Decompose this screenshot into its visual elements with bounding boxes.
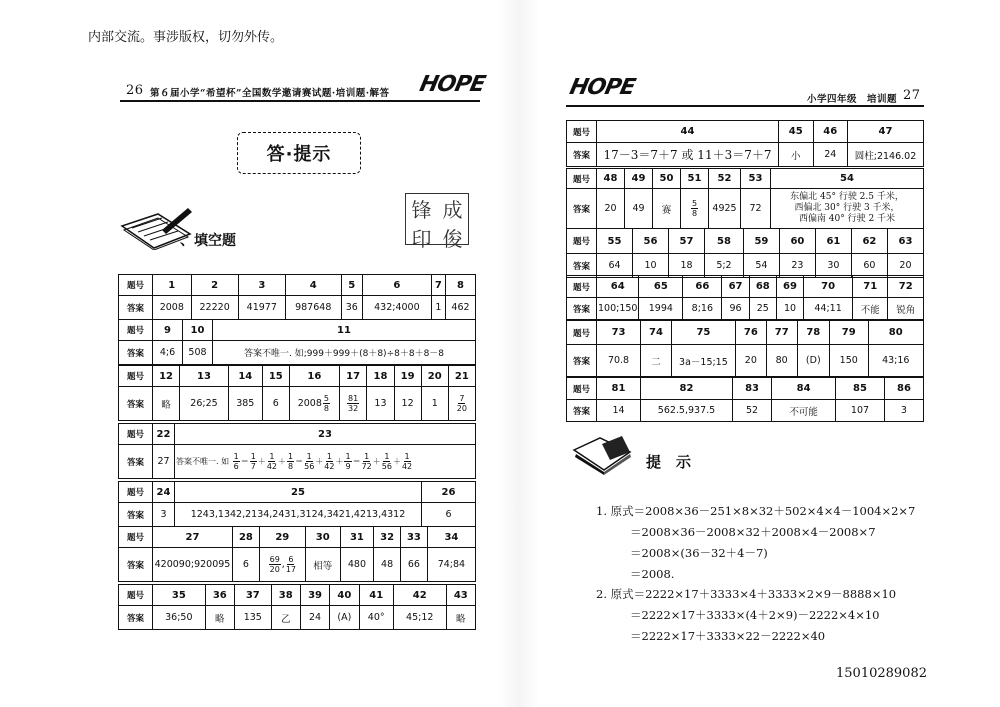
answer-cell: 1	[421, 387, 448, 421]
q-num: 84	[772, 378, 836, 400]
answer-cell: 480	[340, 548, 374, 582]
q-num: 8	[445, 275, 475, 296]
answer-cell: 36;50	[153, 606, 206, 630]
q-num: 47	[848, 121, 924, 143]
q-num: 82	[641, 378, 733, 400]
denominator: 8	[288, 462, 294, 471]
answer-cell: 60	[851, 254, 887, 278]
answer-cell: 不能	[853, 298, 888, 320]
answers-title: 答·提示	[266, 144, 332, 165]
header-rule	[120, 100, 480, 102]
operator: ＋	[392, 457, 401, 466]
answer-cell: 略	[205, 606, 234, 630]
answer-cell: 508	[183, 341, 213, 365]
answer-cell: 987648	[285, 296, 341, 320]
q-num: 48	[597, 169, 625, 189]
q-num: 79	[829, 321, 868, 345]
fraction	[287, 452, 294, 471]
answer-16-int: 2008	[297, 398, 322, 409]
answer-cell: 23	[779, 254, 815, 278]
answer-cell: 96	[722, 298, 749, 320]
q-num: 15	[262, 366, 289, 387]
phone-number: 15010289082	[836, 666, 927, 681]
answer-cell: 150	[829, 345, 868, 377]
answer-cell: 562.5,937.5	[641, 400, 733, 422]
q-num: 61	[815, 229, 851, 254]
answer-cell: 74;84	[427, 548, 475, 582]
numerator: 1	[233, 452, 239, 461]
answer-cell: 26;25	[180, 387, 229, 421]
denominator: 32	[348, 404, 359, 413]
q-num: 45	[779, 121, 814, 143]
answer-table-48-54	[566, 168, 924, 229]
answer-table-22-23	[118, 423, 476, 479]
q-num: 9	[153, 320, 183, 341]
numerator: 5	[691, 199, 698, 208]
answer-cell: 64	[597, 254, 633, 278]
q-num: 73	[597, 321, 641, 345]
q-num: 5	[341, 275, 362, 296]
q-num: 78	[797, 321, 829, 345]
fraction	[691, 199, 698, 218]
numerator: 1	[269, 452, 275, 461]
left-page-number: 26	[126, 83, 144, 98]
q-num: 54	[771, 169, 924, 189]
answer-cell: 10	[776, 298, 803, 320]
denominator: 42	[266, 462, 278, 471]
answer-table-73-80	[566, 320, 924, 377]
denominator: 7	[250, 462, 256, 471]
row-label-a: 答案	[567, 400, 597, 422]
answer-cell: 135	[234, 606, 271, 630]
q-num: 66	[683, 276, 722, 298]
answer-cell: 40°	[359, 606, 393, 630]
answers-title-box	[237, 132, 361, 174]
q-num: 85	[836, 378, 885, 400]
answer-cell: 45;12	[393, 606, 446, 630]
hope-logo: HOPE	[417, 72, 487, 97]
answer-cell: 420090;920095	[153, 548, 233, 582]
denominator: 56	[381, 462, 392, 471]
answer-cell: (D)	[797, 345, 829, 377]
answer-cell: (A)	[330, 606, 359, 630]
row-label-q: 题号	[119, 585, 153, 606]
answer-cell: 8;16	[683, 298, 722, 320]
answer-cell: 小	[779, 143, 814, 167]
row-label-a: 答案	[567, 189, 597, 229]
row-label-a: 答案	[119, 341, 153, 365]
answer-cell: 30	[815, 254, 851, 278]
numerator: 69	[269, 555, 280, 564]
operator: ＝	[295, 457, 304, 466]
row-label-q: 题号	[567, 169, 597, 189]
q-num: 60	[779, 229, 815, 254]
seal-stamp: 锋 成 印 俊	[405, 193, 469, 245]
q-num: 63	[887, 229, 923, 254]
fill-in-section-title: 、填空题	[180, 233, 236, 249]
fraction	[402, 452, 412, 471]
q-num: 55	[597, 229, 633, 254]
numerator: 1	[288, 452, 294, 461]
answer-cell: 4;6	[153, 341, 183, 365]
row-label-a: 答案	[567, 298, 597, 320]
hint-line: 2. 原式＝2222×17＋3333×4＋3333×2×9－8888×10	[596, 587, 897, 601]
fraction	[382, 452, 392, 471]
answer-cell: 6	[262, 387, 289, 421]
answer-table-55-63	[566, 228, 924, 278]
numerator: 5	[323, 394, 329, 403]
q-num: 7	[431, 275, 445, 296]
q-num: 14	[228, 366, 262, 387]
answer-cell-23	[175, 445, 476, 479]
denominator: 56	[304, 462, 315, 471]
q-num: 64	[597, 276, 639, 298]
row-label-a: 答案	[119, 548, 153, 582]
answer-cell: 5;2	[705, 254, 744, 278]
answer-cell: 36	[341, 296, 362, 320]
q-num: 42	[393, 585, 446, 606]
q-num: 52	[709, 169, 741, 189]
direction-line: 西偏北 30° 行驶 3 千米，	[794, 203, 900, 213]
answer-cell: 4925	[709, 189, 741, 229]
numerator: 1	[384, 452, 390, 461]
q-num: 11	[213, 320, 476, 341]
q-num: 71	[853, 276, 888, 298]
q-num: 39	[300, 585, 329, 606]
answer-cell: 3	[884, 400, 923, 422]
answer-cell-29: $\frac{69}{20}$ , $\frac{6}{17}$	[259, 548, 305, 582]
answer-cell: 1	[431, 296, 445, 320]
q-num: 46	[813, 121, 848, 143]
fraction	[323, 394, 330, 413]
answer-table-12-21	[118, 365, 476, 421]
answer-cell: 49	[625, 189, 653, 229]
answer-cell: 48	[374, 548, 401, 582]
q-num: 59	[743, 229, 779, 254]
hint-line: ＝2222×17＋3333×22－2222×40	[630, 629, 826, 643]
operator: ＋	[335, 457, 344, 466]
row-label-q: 题号	[567, 276, 597, 298]
q-num: 3	[238, 275, 285, 296]
answer-table-35-43	[118, 584, 476, 630]
answer-cell: 锐角	[888, 298, 924, 320]
fraction	[362, 452, 372, 471]
answer-cell: 100;150	[597, 298, 639, 320]
q-num: 75	[671, 321, 735, 345]
row-label-a: 答案	[567, 254, 597, 278]
denominator: 72	[361, 462, 372, 471]
q-num: 24	[153, 482, 175, 503]
q-num: 23	[175, 424, 476, 445]
hope-logo: HOPE	[567, 75, 637, 100]
denominator: 8	[691, 209, 698, 218]
watermark-notice: 内部交流。事涉版权，切勿外传。	[88, 30, 284, 45]
denominator: 6	[233, 462, 239, 471]
denominator: 9	[345, 462, 351, 471]
answer-cell: 41977	[238, 296, 285, 320]
answer-table-44-47	[566, 120, 924, 167]
q-num: 41	[359, 585, 393, 606]
q-num: 29	[259, 527, 305, 548]
answer-cell: 72	[741, 189, 771, 229]
q-num: 25	[175, 482, 422, 503]
row-label-a: 答案	[119, 606, 153, 630]
answer-cell: 70.8	[597, 345, 641, 377]
numerator: 1	[326, 452, 332, 461]
fraction	[269, 555, 281, 574]
hints-title: 提 示	[646, 453, 692, 471]
q-num: 6	[362, 275, 431, 296]
q-num: 69	[776, 276, 803, 298]
row-label-a: 答案	[119, 445, 153, 479]
q-num: 49	[625, 169, 653, 189]
answer-cell: 3	[153, 503, 175, 527]
row-label-a: 答案	[567, 143, 597, 167]
answer-cell: 66	[401, 548, 428, 582]
row-label-q: 题号	[567, 229, 597, 254]
operator: ＋	[278, 457, 287, 466]
q-num: 44	[597, 121, 779, 143]
q-num: 62	[851, 229, 887, 254]
hint-line: 1. 原式＝2008×36－251×8×32＋502×4×4－1004×2×7	[596, 504, 916, 518]
q-num: 1	[153, 275, 192, 296]
row-label-q: 题号	[567, 121, 597, 143]
answer-cell: 14	[597, 400, 641, 422]
q-num: 16	[289, 366, 339, 387]
answer-cell: 54	[743, 254, 779, 278]
q-num: 13	[180, 366, 229, 387]
answer-cell: 12	[394, 387, 421, 421]
answer-table-64-72	[566, 275, 924, 320]
q-num: 65	[639, 276, 683, 298]
answer-cell: 20	[887, 254, 923, 278]
answer-cell: 22220	[191, 296, 238, 320]
q-num: 19	[394, 366, 421, 387]
row-label-a: 答案	[119, 387, 153, 421]
q-num: 80	[868, 321, 923, 345]
numerator: 81	[348, 394, 359, 403]
answer-cell: 24	[813, 143, 848, 167]
q-num: 76	[735, 321, 766, 345]
answer-cell: 17－3＝7＋7 或 11＋3＝7＋7	[597, 143, 779, 167]
numerator: 6	[288, 555, 294, 564]
q-num: 74	[641, 321, 672, 345]
denominator: 8	[323, 404, 329, 413]
row-label-q: 题号	[119, 527, 153, 548]
operator: ＋	[257, 457, 266, 466]
answer-cell: 385	[228, 387, 262, 421]
q-num: 58	[705, 229, 744, 254]
right-page	[500, 0, 1000, 707]
answer-table-27-34	[118, 526, 476, 582]
answer-cell: 2008	[153, 296, 192, 320]
operator: ＋	[372, 457, 381, 466]
fraction	[233, 452, 240, 471]
answer-cell: 6	[233, 548, 260, 582]
hint-line: ＝2008×(36－32＋4－7)	[630, 546, 768, 560]
book-icon	[572, 432, 634, 476]
q-num: 57	[669, 229, 705, 254]
q-num: 50	[653, 169, 681, 189]
q-num: 31	[340, 527, 374, 548]
q-num: 86	[884, 378, 923, 400]
q-num: 17	[339, 366, 367, 387]
q-num: 83	[733, 378, 772, 400]
q-num: 27	[153, 527, 233, 548]
q-num: 30	[305, 527, 340, 548]
answer-cell: 6	[422, 503, 476, 527]
hint-line: ＝2222×17＋3333×(4＋2×9)－2222×4×10	[630, 608, 880, 622]
answer-cell-51	[681, 189, 709, 229]
q-num: 70	[804, 276, 853, 298]
row-label-a: 答案	[119, 296, 153, 320]
answer-cell: 24	[300, 606, 329, 630]
answer-cell: 107	[836, 400, 885, 422]
answer-cell: 赛	[653, 189, 681, 229]
q-num: 22	[153, 424, 175, 445]
q-num: 77	[766, 321, 797, 345]
q-num: 2	[191, 275, 238, 296]
q-num: 18	[367, 366, 394, 387]
answer-cell: 不可能	[772, 400, 836, 422]
denominator: 17	[285, 565, 297, 574]
answer-cell: 二	[641, 345, 672, 377]
q-num: 33	[401, 527, 428, 548]
answer-cell: 432;4000	[362, 296, 431, 320]
q-num: 72	[888, 276, 924, 298]
q-num: 67	[722, 276, 749, 298]
q-num: 38	[271, 585, 300, 606]
answer-cell: 答案不唯一. 如;999＋999＋(8＋8)÷8＋8＋8－8	[213, 341, 476, 365]
hint-line: ＝2008.	[630, 567, 675, 581]
q-num: 28	[233, 527, 260, 548]
q-num: 53	[741, 169, 771, 189]
row-label-q: 题号	[567, 321, 597, 345]
answer-cell: 3a－15;15	[671, 345, 735, 377]
fraction	[267, 452, 277, 471]
answer-cell: 20	[597, 189, 625, 229]
answer-cell: 略	[153, 387, 180, 421]
answer-table-81-86	[566, 377, 924, 422]
fraction	[344, 452, 351, 471]
answer-cell: 25	[749, 298, 776, 320]
numerator: 7	[459, 394, 465, 403]
q-num: 43	[446, 585, 475, 606]
answer-cell: 462	[445, 296, 475, 320]
q-num: 10	[183, 320, 213, 341]
answer-table-24-26	[118, 481, 476, 527]
operator: ＋	[315, 457, 324, 466]
direction-line: 东偏北 45° 行驶 2.5 千米，	[790, 192, 904, 202]
operator: ＝	[352, 457, 361, 466]
q-num: 56	[633, 229, 669, 254]
row-label-q: 题号	[119, 366, 153, 387]
answer-cell: 20	[735, 345, 766, 377]
answer-cell: 相等	[305, 548, 340, 582]
numerator: 1	[250, 452, 256, 461]
numerator: 1	[364, 452, 370, 461]
answer-table-1-8	[118, 274, 476, 320]
row-label-a: 答案	[567, 345, 597, 377]
q-num: 21	[448, 366, 475, 387]
answer-cell: 27	[153, 445, 175, 479]
left-header-title: 第６届小学“希望杯”全国数学邀请赛试题·培训题·解答	[150, 88, 390, 99]
answer-23-prefix: 答案不唯一. 如	[176, 457, 230, 466]
denominator: 20	[456, 404, 467, 413]
header-rule	[566, 105, 924, 107]
answer-cell: 13	[367, 387, 394, 421]
answer-cell-54	[771, 189, 924, 229]
q-num: 81	[597, 378, 641, 400]
numerator: 1	[404, 452, 410, 461]
answer-cell: 乙	[271, 606, 300, 630]
answer-cell-17	[339, 387, 367, 421]
row-label-q: 题号	[119, 275, 153, 296]
fraction	[324, 452, 334, 471]
row-label-a: 答案	[119, 503, 153, 527]
q-num: 20	[421, 366, 448, 387]
row-label-q: 题号	[119, 482, 153, 503]
operator: ＝	[240, 457, 249, 466]
denominator: 42	[401, 462, 413, 471]
answer-cell-21	[448, 387, 475, 421]
fraction	[347, 394, 359, 413]
answer-cell: 44;11	[804, 298, 853, 320]
q-num: 35	[153, 585, 206, 606]
q-num: 36	[205, 585, 234, 606]
row-label-q: 题号	[119, 320, 153, 341]
q-num: 51	[681, 169, 709, 189]
numerator: 1	[345, 452, 351, 461]
answer-cell: 10	[633, 254, 669, 278]
fraction	[304, 452, 314, 471]
right-header-title: 小学四年级 培训题	[807, 94, 898, 105]
fraction	[250, 452, 257, 471]
answer-cell: 1243,1342,2134,2431,3124,3421,4213,4312	[175, 503, 422, 527]
q-num: 12	[153, 366, 180, 387]
answer-cell: 圆柱;2146.02	[848, 143, 924, 167]
answer-cell: 52	[733, 400, 772, 422]
q-num: 4	[285, 275, 341, 296]
answer-table-9-11	[118, 319, 476, 365]
fraction	[457, 394, 467, 413]
row-label-q: 题号	[567, 378, 597, 400]
q-num: 37	[234, 585, 271, 606]
answer-cell: 80	[766, 345, 797, 377]
right-page-number: 27	[903, 88, 921, 103]
q-num: 32	[374, 527, 401, 548]
hint-line: ＝2008×36－2008×32＋2008×4－2008×7	[630, 525, 876, 539]
q-num: 26	[422, 482, 476, 503]
row-label-q: 题号	[119, 424, 153, 445]
answer-cell-16	[289, 387, 339, 421]
answer-cell: 43;16	[868, 345, 923, 377]
q-num: 34	[427, 527, 475, 548]
answer-cell: 18	[669, 254, 705, 278]
denominator: 20	[269, 565, 280, 574]
answer-cell: 1994	[639, 298, 683, 320]
numerator: 1	[306, 452, 312, 461]
q-num: 68	[749, 276, 776, 298]
fraction	[286, 555, 296, 574]
answer-cell: 略	[446, 606, 475, 630]
q-num: 40	[330, 585, 359, 606]
denominator: 42	[324, 462, 335, 471]
direction-line: 西偏南 40° 行驶 2 千米	[798, 214, 896, 224]
